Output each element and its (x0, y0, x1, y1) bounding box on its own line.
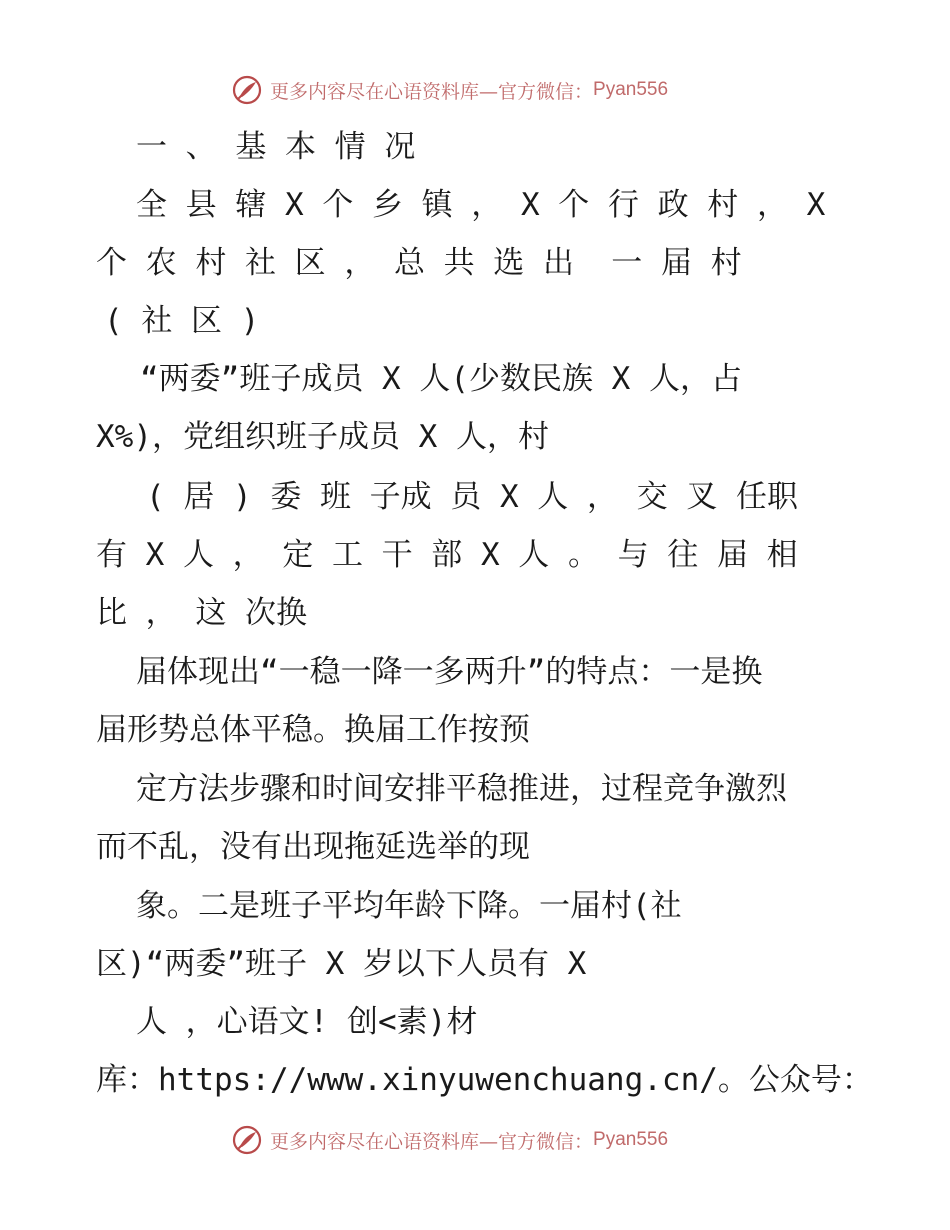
footer-watermark-banner (232, 1122, 668, 1158)
paragraph-line: “两委”班子成员 X 人(少数民族 X 人，占 (140, 361, 742, 397)
paragraph-line: 区)“两委”班子 X 岁以下人员有 X (96, 946, 587, 982)
paragraph-line: 有 X 人 ， 定 工 干 部 X 人 。 与 往 届 相 (96, 537, 798, 573)
paragraph-line: 个 农 村 社 区 ， 总 共 选 出 一 届 村 (96, 245, 742, 281)
section-heading: 一 、 基 本 情 况 (136, 129, 416, 165)
paragraph-line: 人 ，心语文! 创<素)材 (136, 1004, 478, 1040)
header-watermark-banner (232, 72, 668, 108)
footer-watermark-text: 更多内容尽在心语资料库—官方微信： (270, 1130, 594, 1153)
paragraph-line: 库：https://www.xinyuwenchuang.cn/。公众号： (96, 1062, 873, 1098)
paragraph-line: 而不乱，没有出现拖延选举的现 (96, 829, 530, 865)
paragraph-line: 定方法步骤和时间安排平稳推进，过程竞争激烈 (136, 771, 787, 807)
paragraph-line: 届体现出“一稳一降一多两升”的特点：一是换 (136, 654, 763, 690)
paragraph-line: X%)，党组织班子成员 X 人，村 (96, 419, 549, 455)
quill-logo-icon (232, 75, 262, 105)
paragraph-line: 比 ， 这 次换 (96, 595, 307, 631)
header-watermark-id: Pyan556 (593, 79, 669, 100)
header-watermark-text: 更多内容尽在心语资料库—官方微信： (270, 80, 594, 103)
paragraph-line: 届形势总体平稳。换届工作按预 (96, 712, 530, 748)
quill-logo-icon (232, 1125, 262, 1155)
footer-watermark-id: Pyan556 (593, 1129, 669, 1150)
paragraph-line: ( 居 ) 委 班 子成 员 X 人 ， 交 叉 任职 (146, 479, 798, 515)
paragraph-line: 象。二是班子平均年龄下降。一届村(社 (136, 888, 682, 924)
paragraph-line: ( 社 区 ) (104, 303, 260, 339)
paragraph-line: 全 县 辖 X 个 乡 镇 ， X 个 行 政 村 ， X (136, 187, 826, 223)
